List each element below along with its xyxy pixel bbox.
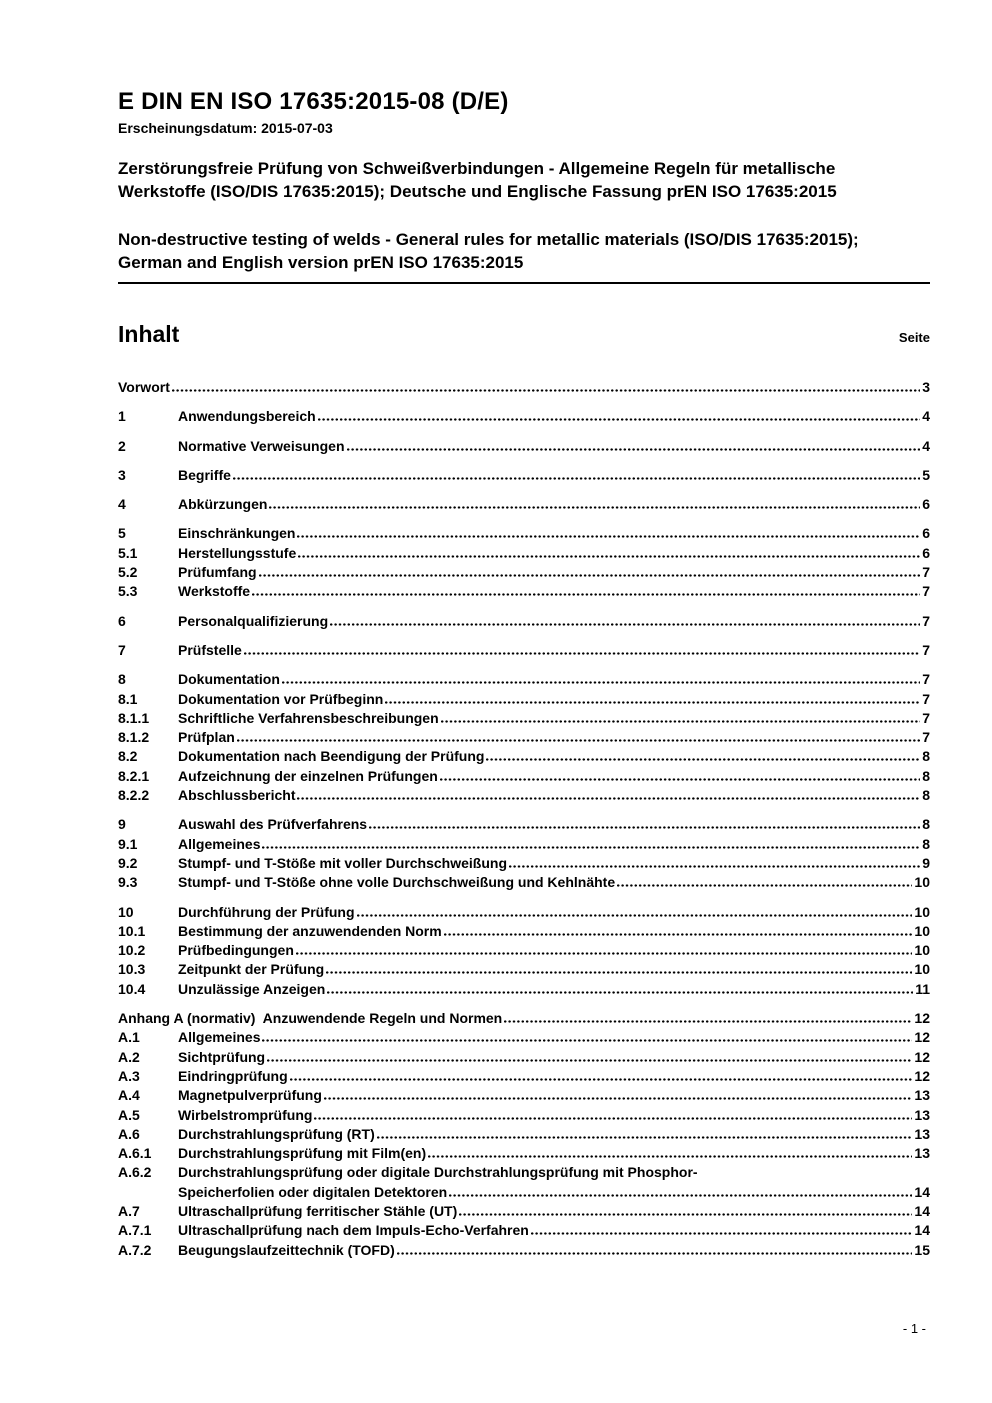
toc-leader-dots (504, 1020, 912, 1023)
toc-entry-number: 8.1.2 (118, 729, 150, 746)
toc-leader-dots (327, 991, 913, 994)
toc-entry-title: Normative Verweisungen (178, 437, 345, 454)
toc-entry-number: 10.1 (118, 922, 146, 939)
toc-entry-title: Prüfstelle (178, 641, 242, 658)
toc-leader-dots (297, 535, 920, 538)
toc-entry-title: Wirbelstromprüfung (178, 1106, 313, 1123)
toc-entry-page: 13 (914, 1145, 930, 1162)
toc-entry-number: 10 (118, 903, 134, 920)
toc-entry-title: Beugungslaufzeittechnik (TOFD) (178, 1241, 395, 1258)
toc-leader-dots (233, 477, 920, 480)
toc-leader-dots (259, 574, 921, 577)
toc-entry (118, 980, 930, 999)
toc-leader-dots (440, 778, 920, 781)
toc-entry (118, 612, 930, 631)
toc-entry-title: Durchstrahlungsprüfung mit Film(en) (178, 1145, 427, 1162)
toc-entry (118, 1202, 930, 1221)
toc-entry-page: 13 (914, 1125, 930, 1142)
toc-entry (118, 1009, 930, 1028)
toc-entry-title: Bestimmung der anzuwendenden Norm (178, 922, 442, 939)
toc-entry (118, 1106, 930, 1125)
toc-entry-page: 12 (914, 1048, 930, 1065)
toc-entry-title: Anhang A (normativ) Anzuwendende Regeln und Normen (118, 1010, 503, 1027)
toc-entry-page: 7 (922, 709, 930, 726)
toc-entry-title: Allgemeines (178, 835, 261, 852)
toc-entry-number: A.6 (118, 1125, 140, 1142)
toc-leader-dots (428, 1155, 912, 1158)
toc-entry-number: 10.4 (118, 980, 146, 997)
toc-entry-number: A.2 (118, 1048, 140, 1065)
toc-entry-number: A.7 (118, 1202, 140, 1219)
toc-leader-dots (282, 681, 920, 684)
toc-entry (118, 767, 930, 786)
toc-entry-title: Vorwort (118, 379, 170, 395)
toc-entry-page: 14 (914, 1202, 930, 1219)
toc-entry-number: A.6.1 (118, 1145, 152, 1162)
toc-entry-title: Einschränkungen (178, 525, 296, 542)
toc-entry-number: 4 (118, 496, 126, 513)
toc-entry-page: 7 (922, 583, 930, 600)
toc-entry-number: 9.3 (118, 874, 138, 891)
toc-header (118, 321, 930, 348)
toc-entry-title: Ultraschallprüfung ferritischer Stähle (UT) (178, 1202, 458, 1219)
toc-entry-title: Dokumentation (178, 671, 280, 688)
toc-entry-number: 3 (118, 466, 126, 483)
toc-page-column-label: Seite (898, 330, 930, 345)
toc-entry (118, 670, 930, 689)
toc-entry-title: Ultraschallprüfung nach dem Impuls-Echo-Verfahren (178, 1222, 529, 1239)
toc-entry (118, 1067, 930, 1086)
toc-entry-title: Unzulässige Anzeigen (178, 980, 326, 997)
toc-leader-dots (617, 884, 912, 887)
toc-entry-number: 1 (118, 408, 126, 425)
toc-leader-dots (330, 623, 920, 626)
toc-entry-page: 4 (922, 437, 930, 454)
toc-entry (118, 1221, 930, 1240)
toc-entry-page: 6 (922, 544, 930, 561)
toc-entry-title: Durchstrahlungsprüfung (RT) (178, 1125, 375, 1142)
document-title-english: Non-destructive testing of welds - General rules for metallic materials (ISO/DIS 17635:2015); German and English version prEN ISO 17635:2015 (118, 230, 859, 272)
toc-entry (118, 941, 930, 960)
toc-entry (118, 815, 930, 834)
toc-entry-page: 14 (914, 1222, 930, 1239)
toc-entry (118, 835, 930, 854)
toc-entry (118, 1144, 930, 1163)
toc-entry (118, 544, 930, 563)
toc-entry-number: 8.2.1 (118, 767, 150, 784)
toc-entry (118, 1028, 930, 1047)
toc-entry-title: Aufzeichnung der einzelnen Prüfungen (178, 767, 438, 784)
toc-entry (118, 709, 930, 728)
toc-entry-number: 2 (118, 437, 126, 454)
toc-entry (118, 582, 930, 601)
toc-entry-page: 7 (922, 729, 930, 746)
toc-entry-title: Eindringprüfung (178, 1067, 288, 1084)
toc-entry-page: 13 (914, 1106, 930, 1123)
toc-leader-dots (369, 826, 920, 829)
toc-entry-page: 9 (922, 854, 930, 871)
toc-entry-page: 12 (914, 1067, 930, 1084)
toc-leader-dots (509, 865, 920, 868)
toc-entry-title: Anwendungsbereich (178, 408, 316, 425)
toc-leader-dots (397, 1252, 913, 1255)
toc-leader-dots (531, 1232, 913, 1235)
toc-entry-page: 10 (914, 942, 930, 959)
toc-entry-page: 10 (914, 874, 930, 891)
toc-leader-dots (314, 1117, 912, 1120)
toc-entry-page: 8 (922, 816, 930, 833)
toc-entry-page: 12 (914, 1029, 930, 1046)
toc-entry (118, 960, 930, 979)
toc-entry-page: 6 (922, 496, 930, 513)
toc-entry-page: 7 (922, 671, 930, 688)
toc-entry-title: Dokumentation nach Beendigung der Prüfung (178, 748, 485, 765)
toc-entry-number: 8 (118, 671, 126, 688)
toc-entry-page: 7 (922, 564, 930, 581)
toc-entry-number: A.7.2 (118, 1241, 152, 1258)
toc-entry-number: 8.2 (118, 748, 138, 765)
toc-entry-title: Zeitpunkt der Prüfung (178, 961, 325, 978)
toc-entry-page: 3 (922, 379, 930, 395)
toc-leader-dots (357, 914, 913, 917)
toc-entry-page: 12 (914, 1010, 930, 1027)
toc-entry-page: 11 (915, 980, 930, 997)
toc-entry-number: 9.1 (118, 835, 138, 852)
toc-entry-number: 5 (118, 525, 126, 542)
toc-entry-page: 8 (922, 787, 930, 804)
toc-leader-dots (441, 720, 921, 723)
toc-entry-title: Prüfumfang (178, 564, 257, 581)
toc-entry-title: Werkstoffe (178, 583, 251, 600)
toc-entry (118, 1048, 930, 1067)
toc-leader-dots (326, 971, 912, 974)
toc-entry (118, 437, 930, 456)
toc-leader-dots (297, 797, 920, 800)
toc-leader-dots (298, 555, 920, 558)
toc-leader-dots (318, 418, 921, 421)
toc-entry (118, 1086, 930, 1105)
page-content (118, 0, 930, 1260)
toc-entry-title: Sichtprüfung (178, 1048, 266, 1065)
toc-entry-number: A.7.1 (118, 1222, 152, 1239)
footer-page-number: - 1 - (902, 1321, 926, 1336)
toc-entry-number: 8.2.2 (118, 787, 150, 804)
toc-leader-dots (237, 739, 920, 742)
toc-leader-dots (172, 389, 920, 392)
toc-entry-page: 13 (914, 1087, 930, 1104)
toc-entry (118, 854, 930, 873)
toc-heading: Inhalt (118, 321, 180, 347)
toc-entry-title: Personalqualifizierung (178, 612, 329, 629)
toc-leader-dots (444, 933, 913, 936)
toc-entry (118, 495, 930, 514)
toc-entry-page: 15 (914, 1241, 930, 1258)
toc-entry (118, 690, 930, 709)
toc-entry (118, 728, 930, 747)
toc-entry-title: Allgemeines (178, 1029, 261, 1046)
toc-entry-number: 5.2 (118, 564, 138, 581)
header-divider-rule (118, 282, 930, 284)
toc-entry-number: A.3 (118, 1067, 140, 1084)
toc-entry-title: Stumpf- und T-Stöße mit voller Durchschweißung (178, 854, 508, 871)
toc-entry-title: Durchstrahlungsprüfung oder digitale Durchstrahlungsprüfung mit Phosphor- (178, 1164, 698, 1181)
toc-entry-number: 10.2 (118, 942, 146, 959)
toc-entry-page: 7 (922, 641, 930, 658)
toc-entry-page: 4 (922, 408, 930, 425)
toc-entry-page: 10 (914, 961, 930, 978)
toc-entry-number: A.1 (118, 1029, 140, 1046)
toc-leader-dots (377, 1136, 913, 1139)
toc-entry (118, 786, 930, 805)
toc-entry-number: A.5 (118, 1106, 140, 1123)
toc-entry-page: 8 (922, 767, 930, 784)
toc-entry (118, 641, 930, 660)
toc-entry-title: Auswahl des Prüfverfahrens (178, 816, 368, 833)
toc-entry-page: 7 (922, 690, 930, 707)
toc-entry-number: 5.3 (118, 583, 138, 600)
document-number-title: E DIN EN ISO 17635:2015-08 (D/E) (118, 88, 509, 115)
toc-leader-dots (385, 701, 920, 704)
toc-entry-page: 10 (914, 922, 930, 939)
toc-entry-title: Durchführung der Prüfung (178, 903, 355, 920)
toc-entry (118, 466, 930, 485)
toc-entry-number: 9.2 (118, 854, 138, 871)
toc-leader-dots (459, 1213, 912, 1216)
toc-entry-page: 5 (922, 466, 930, 483)
toc-leader-dots (262, 1039, 912, 1042)
toc-entry (118, 378, 930, 397)
toc-list (118, 378, 930, 1260)
toc-entry-title: Dokumentation vor Prüfbeginn (178, 690, 384, 707)
toc-entry-number: 5.1 (118, 544, 138, 561)
toc-entry-title: Prüfplan (178, 729, 235, 746)
toc-entry-page: 10 (914, 903, 930, 920)
toc-entry (118, 1125, 930, 1144)
toc-leader-dots (269, 506, 920, 509)
toc-entry (118, 747, 930, 766)
toc-leader-dots (267, 1059, 912, 1062)
toc-leader-dots (324, 1097, 913, 1100)
toc-entry (118, 922, 930, 941)
toc-entry-number: A.6.2 (118, 1164, 152, 1181)
toc-entry-title: Magnetpulverprüfung (178, 1087, 322, 1104)
toc-entry-number: 9 (118, 816, 126, 833)
toc-entry-number: 10.3 (118, 961, 146, 978)
toc-entry-number: 7 (118, 641, 126, 658)
toc-entry-title: Stumpf- und T-Stöße ohne volle Durchschweißung und Kehlnähte (178, 874, 616, 891)
toc-leader-dots (252, 593, 920, 596)
toc-entry-page: 6 (922, 525, 930, 542)
toc-entry (118, 873, 930, 892)
toc-entry (118, 1241, 930, 1260)
toc-entry-title: Prüfbedingungen (178, 942, 294, 959)
document-title-german: Zerstörungsfreie Prüfung von Schweißverbindungen - Allgemeine Regeln für metallische Werkstoffe (ISO/DIS 17635:2015); Deutsche und Englische Fassung prEN ISO 17635:2015 (118, 159, 837, 201)
toc-entry-page: 7 (922, 612, 930, 629)
toc-entry-continuation (118, 1183, 930, 1202)
toc-entry-page: 8 (922, 748, 930, 765)
toc-entry-title: Abkürzungen (178, 496, 268, 513)
toc-entry-number: 8.1.1 (118, 709, 150, 726)
toc-entry (118, 1163, 930, 1182)
toc-leader-dots (449, 1194, 912, 1197)
toc-entry-title: Schriftliche Verfahrensbeschreibungen (178, 709, 439, 726)
toc-entry (118, 407, 930, 426)
toc-entry-title: Abschlussbericht (178, 787, 296, 804)
toc-entry-number: 8.1 (118, 690, 138, 707)
toc-entry-page: 14 (914, 1183, 930, 1200)
toc-entry (118, 563, 930, 582)
toc-entry-number: A.4 (118, 1087, 140, 1104)
toc-leader-dots (486, 758, 920, 761)
toc-leader-dots (296, 952, 913, 955)
toc-entry-number: 6 (118, 612, 126, 629)
toc-entry (118, 903, 930, 922)
toc-entry-title: Herstellungsstufe (178, 544, 297, 561)
toc-leader-dots (262, 846, 920, 849)
publication-date: Erscheinungsdatum: 2015-07-03 (118, 120, 333, 136)
toc-leader-dots (290, 1078, 913, 1081)
toc-entry-title: Speicherfolien oder digitalen Detektoren (178, 1183, 448, 1200)
toc-leader-dots (347, 448, 921, 451)
toc-leader-dots (244, 652, 920, 655)
toc-entry (118, 524, 930, 543)
toc-entry-title: Begriffe (178, 466, 231, 483)
toc-entry-page: 8 (922, 835, 930, 852)
